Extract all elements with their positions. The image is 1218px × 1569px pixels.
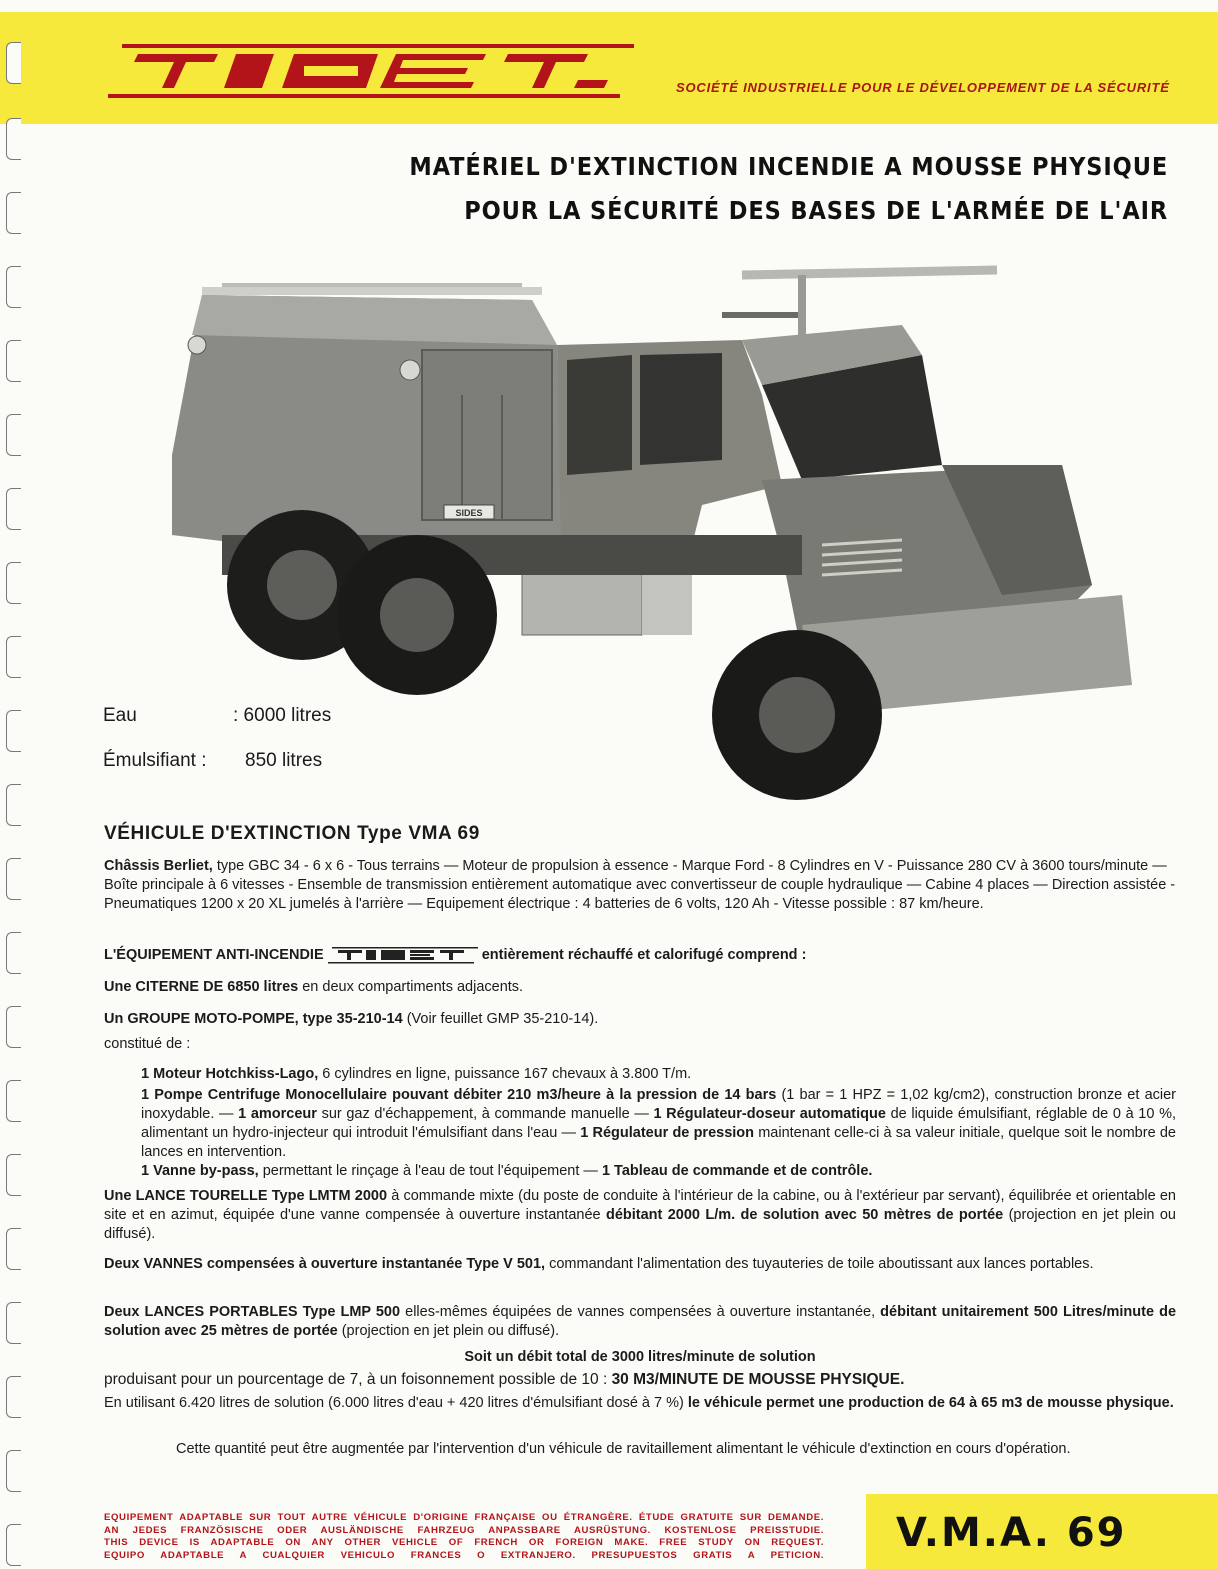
binder-hole [6, 932, 21, 974]
groupe-paragraph: Un GROUPE MOTO-POMPE, type 35-210-14 (Voir feuillet GMP 35-210-14). [104, 1011, 599, 1027]
footer-line-en: THIS DEVICE IS ADAPTABLE ON ANY OTHER VEHICLE OF FRENCH OR FOREIGN MAKE. FREE STUDY ON REQUEST. [104, 1537, 824, 1548]
binder-hole [6, 488, 21, 530]
constitue-text: constitué de : [104, 1036, 191, 1052]
binder-hole [6, 1302, 21, 1344]
capacity-label: Eau [103, 705, 137, 726]
sides-logo [108, 40, 638, 102]
footer-line-fr: EQUIPEMENT ADAPTABLE SUR TOUT AUTRE VÉHICULE D'ORIGINE FRANÇAISE OU ÉTRANGÈRE. ÉTUDE GRATUITE SUR DEMANDE. [104, 1512, 824, 1523]
binder-hole [6, 1006, 21, 1048]
chassis-paragraph: Châssis Berliet, type GBC 34 - 6 x 6 - Tous terrains — Moteur de propulsion à essence - Marque Ford - 8 Cylindres en V - Puissance 280 CV à 3600 tours/minute — Boîte principale à 6 vitesses - Ensemble de transmission entièrement automatique avec convertisseur de couple hydraulique — Cabine 4 places — Direction assistée - Pneumatiques 1200 x 20 XL jumelés à l'arrière — Equipement électrique : 4 batteries de 6 volts, 120 Ah - Vitesse possible : 87 km/heure. [104, 858, 1176, 912]
binder-hole [6, 1450, 21, 1492]
capacity-water [103, 705, 331, 727]
quantite-paragraph: Cette quantité peut être augmentée par l'intervention d'un véhicule de ravitaillement alimentant le véhicule d'extinction en cours d'opération. [176, 1441, 1071, 1457]
lances-paragraph: Deux LANCES PORTABLES Type LMP 500 elles-mêmes équipées de vannes compensées à ouverture instantanée, débitant unitairement 500 Litres/minute de solution avec 25 mètres de portée (projection en jet plein ou diffusé). [104, 1304, 1177, 1339]
utilisant-paragraph: En utilisant 6.420 litres de solution (6.000 litres d'eau + 420 litres d'émulsifiant dosé à 7 %) le véhicule permet une production de 64 à 65 m3 de mousse physique. [104, 1395, 1174, 1411]
headline-line-2: POUR LA SÉCURITÉ DES BASES DE L'ARMÉE DE L'AIR [464, 196, 1168, 225]
headline-line-1: MATÉRIEL D'EXTINCTION INCENDIE A MOUSSE PHYSIQUE [409, 152, 1168, 181]
binder-hole [6, 1376, 21, 1418]
truck-badge: SIDES [455, 508, 483, 518]
capacity-value: : 6000 litres [233, 705, 332, 726]
equipment-heading: L'ÉQUIPEMENT ANTI-INCENDIE entièrement réchauffé et calorifugé comprend : [104, 947, 807, 963]
model-box [866, 1494, 1218, 1569]
section-title: VÉHICULE D'EXTINCTION Type VMA 69 [104, 823, 480, 844]
footer-line-de: AN JEDES FRANZÖSISCHE ODER AUSLÄNDISCHE FAHRZEUG ANPASSBARE AUSRÜSTUNG. KOSTENLOSE PREISSTUDIE. [104, 1524, 824, 1536]
capacity-emulsifier [103, 750, 322, 772]
binder-hole [6, 710, 21, 752]
binder-hole [6, 562, 21, 604]
binder-hole [6, 784, 21, 826]
binder-hole [6, 414, 21, 456]
binder-hole [6, 858, 21, 900]
capacity-value: 850 litres [245, 750, 323, 771]
model-label: V.M.A. 69 [896, 1510, 1127, 1556]
binder-hole [6, 1154, 21, 1196]
moteur-paragraph: 1 Moteur Hotchkiss-Lago, 6 cylindres en ligne, puissance 167 chevaux à 3.800 T/m. [141, 1066, 692, 1082]
binder-hole [6, 340, 21, 382]
binder-hole [6, 42, 21, 84]
vannes-paragraph: Deux VANNES compensées à ouverture instantanée Type V 501, commandant l'alimentation des tuyauteries de toile aboutissant aux lances portables. [104, 1256, 1094, 1272]
binder-hole [6, 192, 21, 234]
debit-total: Soit un débit total de 3000 litres/minute de solution [464, 1349, 816, 1365]
footer-line-es: EQUIPO ADAPTABLE A CUALQUIER VEHICULO FRANCES O EXTRANJERO. PRESUPUESTOS GRATIS A PETICION. [104, 1549, 824, 1561]
sides-mini-logo [328, 946, 478, 964]
binder-hole [6, 1524, 21, 1566]
tagline: SOCIÉTÉ INDUSTRIELLE POUR LE DÉVELOPPEMENT DE LA SÉCURITÉ [676, 80, 1170, 95]
pompe-paragraph: 1 Pompe Centrifuge Monocellulaire pouvant débiter 210 m3/heure à la pression de 14 bars (1 bar = 1 HPZ = 1,02 kg/cm2), construction bronze et acier inoxydable. — 1 amorceur sur gaz d'échappement, à commande manuelle — 1 Régulateur-doseur automatique de liquide émulsifiant, réglable de 0 à 10 %, alimentant un hydro-injecteur qui introduit l'émulsifiant dans l'eau — 1 Régulateur de pression maintenant celle-ci à sa valeur initiale, quelque soit le nombre de lances en intervention. 1 Vanne by-pass, permettant le rinçage à l'eau de tout l'équipement — 1 Tableau de commande et de contrôle. [141, 1087, 1176, 1179]
footer-notice [104, 1512, 824, 1562]
binder-hole [6, 266, 21, 308]
binder-hole [6, 1228, 21, 1270]
lance-paragraph: Une LANCE TOURELLE Type LMTM 2000 à commande mixte (du poste de conduite à l'intérieur de la cabine, ou à l'extérieur par servant), équilibrée et orientable en site et en azimut, équipée d'une vanne compensée à ouverture instantanée débitant 2000 L/m. de solution avec 50 mètres de portée (projection en jet plein ou diffusé). [104, 1188, 1176, 1242]
produisant-paragraph: produisant pour un pourcentage de 7, à un foisonnement possible de 10 : 30 M3/MINUTE DE MOUSSE PHYSIQUE. [104, 1371, 905, 1388]
citerne-paragraph: Une CITERNE DE 6850 litres en deux compartiments adjacents. [104, 979, 524, 995]
binder-hole [6, 118, 21, 160]
binder-hole [6, 1080, 21, 1122]
binder-hole [6, 636, 21, 678]
capacity-label: Émulsifiant : [103, 750, 207, 771]
